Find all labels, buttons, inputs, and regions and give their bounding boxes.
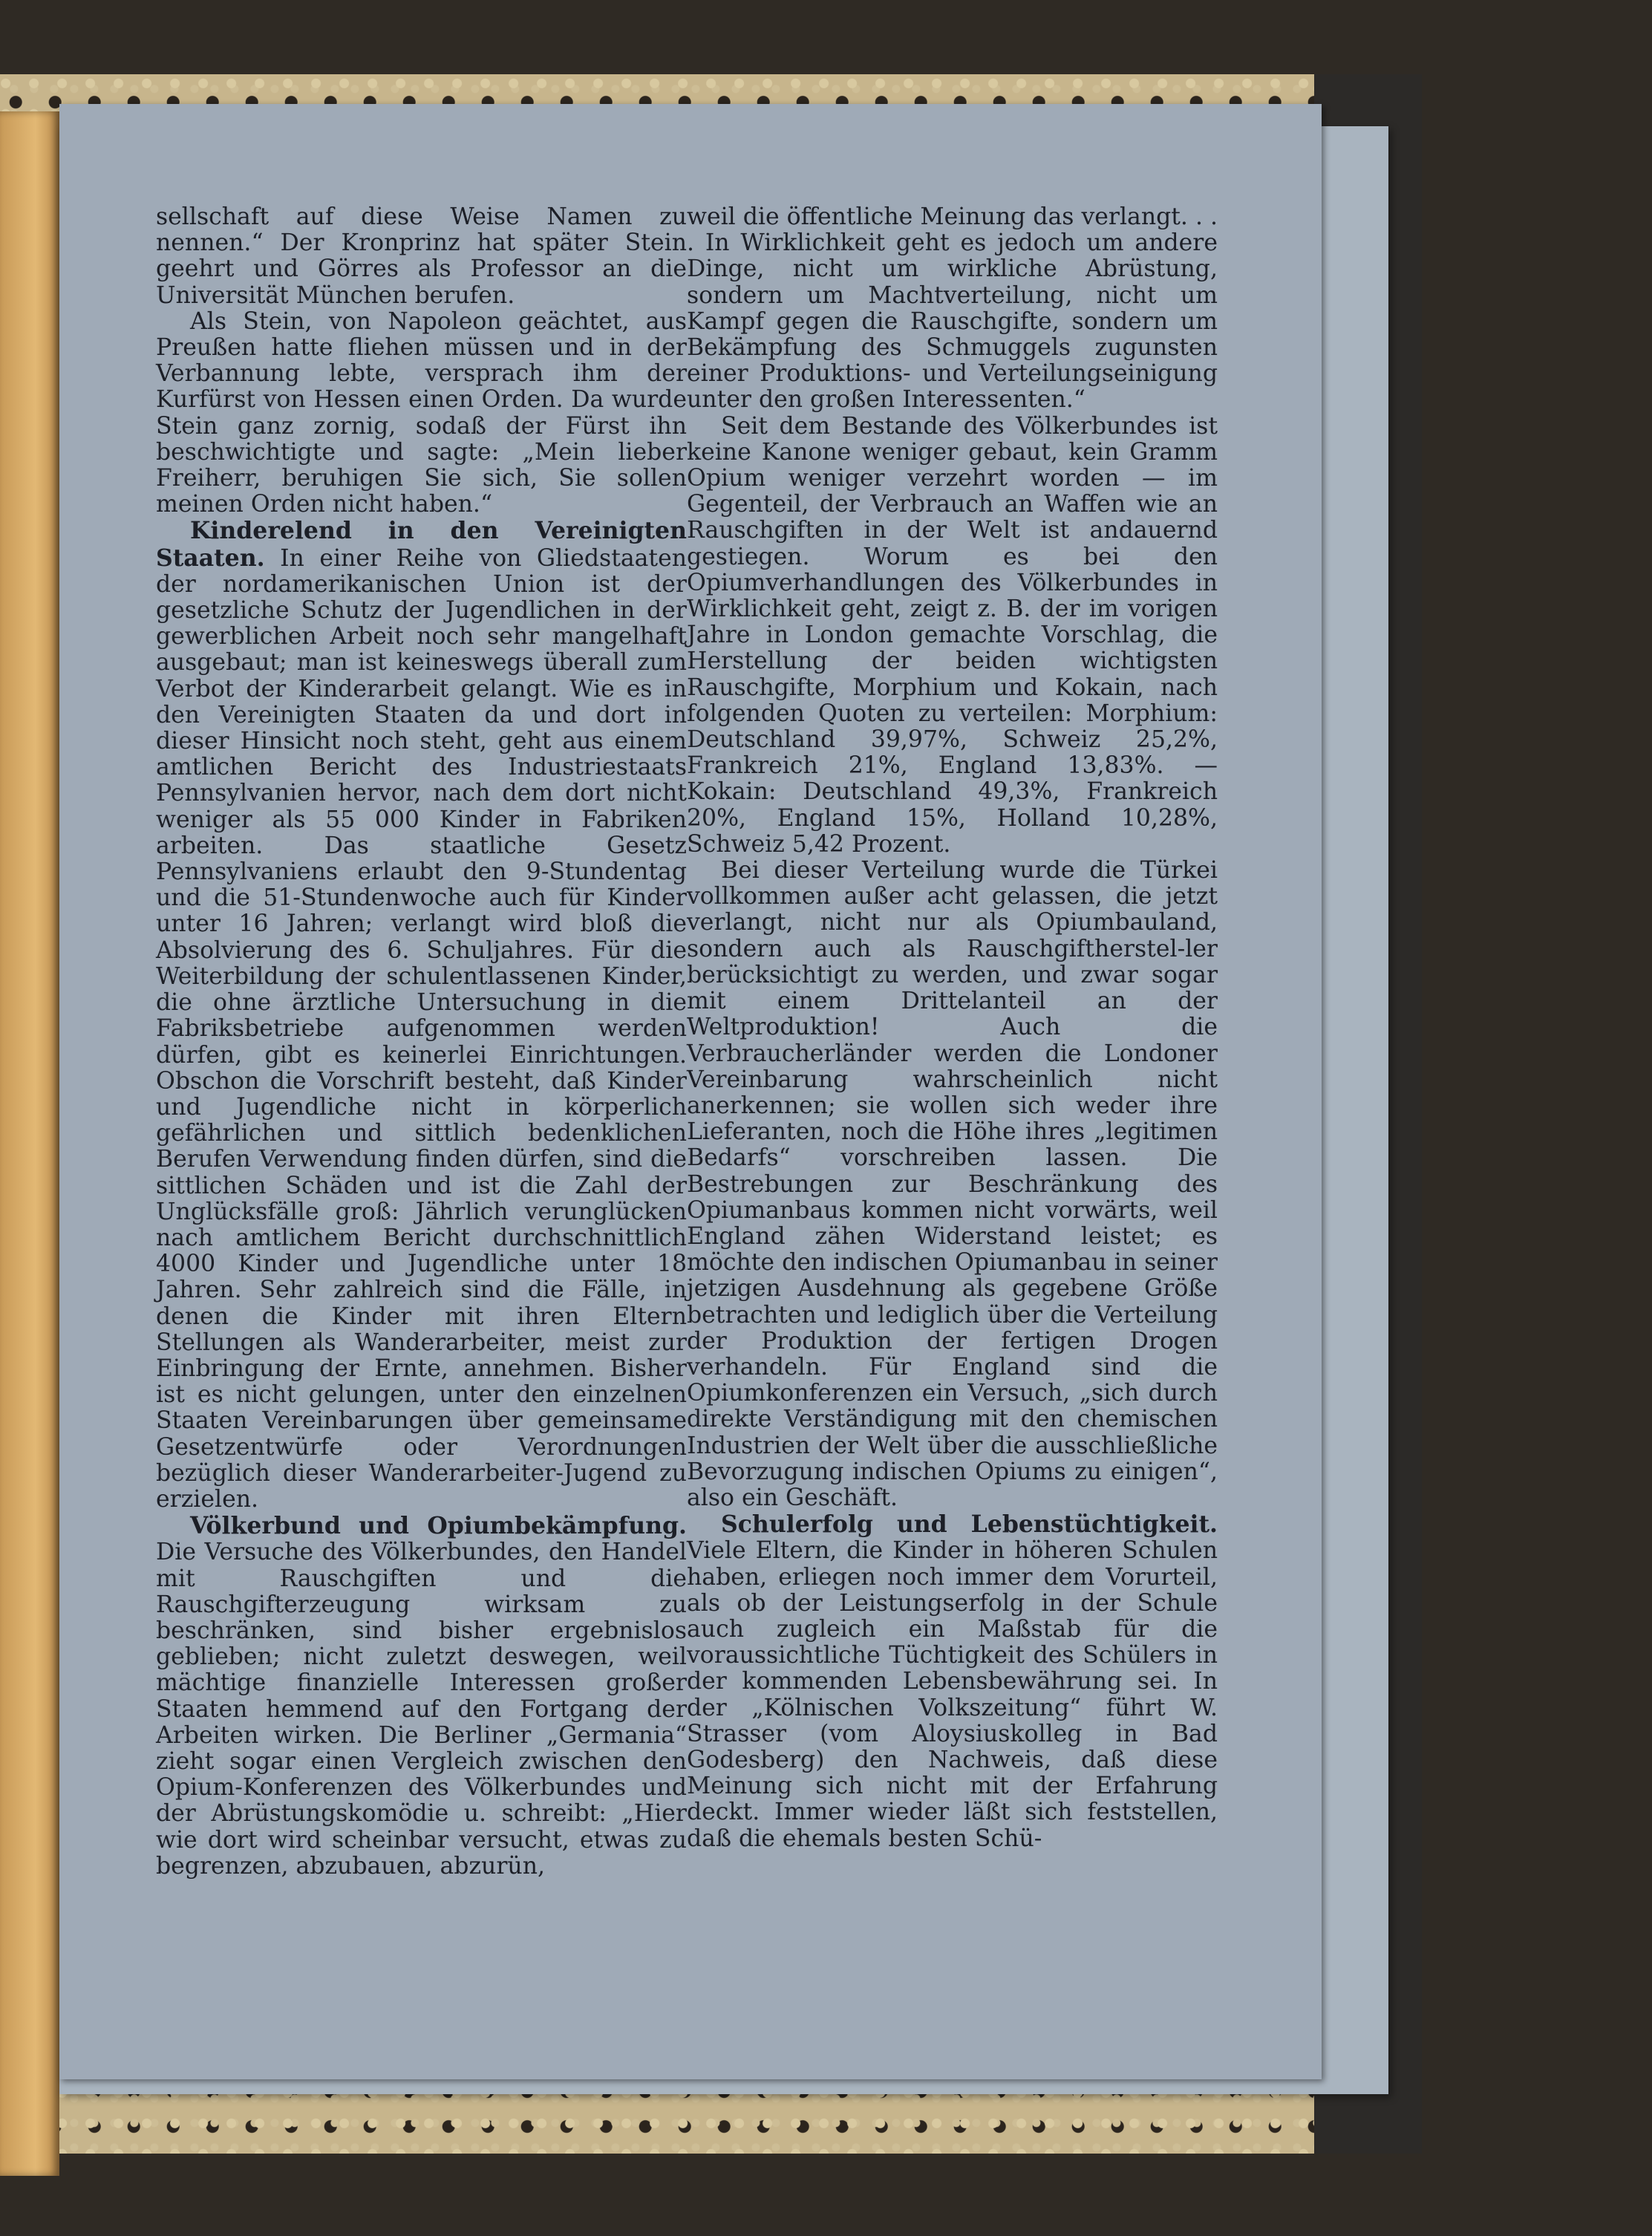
paragraph: weil die öffentliche Meinung das verlangt. . . . In Wirklichkeit geht es jedoch um andere Dinge, nicht um wirkliche Abrüstung, sondern um Machtverteilung, nicht um Kampf gegen die Rauschgifte, sondern um Bekämpfung des Schmuggels zugunsten einer Produktions- und Verteilungseinigung unter den großen Interessenten.“ [687,203,1218,414]
paragraph: sellschaft auf diese Weise Namen zu nennen.“ Der Kronprinz hat später Stein geehrt und Görres als Professor an die Universität München berufen. [156,203,687,309]
section-heading: Schulerfolg und Lebenstüchtigkeit. [721,1510,1218,1539]
section-body: Die Versuche des Völkerbundes, den Handel mit Rauschgiften und die Rauschgifterzeugung wirksam zu beschränken, sind bisher ergebnislos geblieben; nicht zuletzt deswegen, weil mächtige finanzielle Interessen großer Staaten hemmend auf den Fortgang der Arbeiten wirken. Die Berliner „Germania“ zieht sogar einen Vergleich zwischen den Opium-Konferenzen des Völkerbundes und der Abrüstungskomödie u. schreibt: „Hier wie dort wird scheinbar versucht, etwas zu begrenzen, abzubauen, abzurün, [156,1539,687,1880]
section-body: In einer Reihe von Gliedstaaten der nordamerikanischen Union ist der gesetzliche Schutz der Jugendlichen in der gewerblichen Arbeit noch sehr mangelhaft ausgebaut; man ist keineswegs überall zum Verbot der Kinderarbeit gelangt. Wie es in den Vereinigten Staaten da und dort in dieser Hinsicht noch steht, geht aus einem amtlichen Bericht des Industriestaats Pennsylvanien hervor, nach dem dort nicht weniger als 55 000 Kinder in Fabriken arbeiten. Das staatliche Gesetz Pennsylvaniens erlaubt den 9-Stundentag und die 51-Stundenwoche auch für Kinder unter 16 Jahren; verlangt wird bloß die Absolvierung des 6. Schuljahres. Für die Weiterbildung der schulentlassenen Kinder, die ohne ärztliche Untersuchung in die Fabriksbetriebe aufgenommen werden dürfen, gibt es keinerlei Einrichtungen. Obschon die Vorschrift besteht, daß Kinder und Jugendliche nicht in körperlich gefährlichen und sittlich bedenklichen Berufen Verwendung finden dürfen, sind die sittlichen Schäden und ist die Zahl der Unglücksfälle groß: Jährlich verunglücken nach amtlichem Bericht durchschnittlich 4000 Kinder und Jugendliche unter 18 Jahren. Sehr zahlreich sind die Fälle, in denen die Kinder mit ihren Eltern Stellungen als Wanderarbeiter, meist zur Einbringung der Ernte, annehmen. Bisher ist es nicht gelungen, unter den einzelnen Staaten Vereinbarungen über gemeinsame Gesetzentwürfe oder Verordnungen bezüglich dieser Wanderarbeiter-Jugend zu erzielen. [156,544,687,1513]
section-heading: Kinderelend in den Vereinigten Staaten. [156,517,687,572]
article-schulerfolg [687,1511,1218,1852]
section-body: Viele Eltern, die Kinder in höheren Schulen haben, erliegen noch immer dem Vorurteil, als ob der Leistungserfolg in der Schule auch zugleich ein Maßstab für die voraussichtliche Tüchtigkeit des Schülers in der kommenden Lebensbewährung sei. In der „Kölnischen Volkszeitung“ führt W. Strasser (vom Aloysiuskolleg in Bad Godesberg) den Nachweis, daß diese Meinung sich nicht mit der Erfahrung deckt. Immer wieder läßt sich feststellen, daß die ehemals besten Schü- [687,1537,1218,1852]
paragraph: Seit dem Bestande des Völkerbundes ist keine Kanone weniger gebaut, kein Gramm Opium weniger verzehrt worden — im Gegenteil, der Verbrauch an Waffen wie an Rauschgiften in der Welt ist andauernd gestiegen. Worum es bei den Opiumverhandlungen des Völkerbundes in Wirklichkeit geht, zeigt z. B. der im vorigen Jahre in London gemachte Vorschlag, die Herstellung der beiden wichtigsten Rauschgifte, Morphium und Kokain, nach folgenden Quoten zu verteilen: Morphium: Deutschland 39,97%, Schweiz 25,2%, Frankreich 21%, England 13,83%. — Kokain: Deutschland 49,3%, Frankreich 20%, England 15%, Holland 10,28%, Schweiz 5,42 Prozent. [687,412,1218,858]
paragraph: Bei dieser Verteilung wurde die Türkei vollkommen außer acht gelassen, die jetzt verlangt, nicht nur als Opiumbauland, sondern auch als Rauschgiftherstel-ler berücksichtigt zu werden, und zwar sogar mit einem Drittelanteil an der Weltproduktion! Auch die Verbraucherländer werden die Londoner Vereinbarung wahrscheinlich nicht anerkennen; sie wollen sich weder ihre Lieferanten, noch die Höhe ihres „legitimen Bedarfs“ vorschreiben lassen. Die Bestrebungen zur Beschränkung des Opiumanbaus kommen nicht vorwärts, weil England zähen Widerstand leistet; es möchte den indischen Opiumanbau in seiner jetzigen Ausdehnung als gegebene Größe betrachten und lediglich über die Verteilung der Produktion der fertigen Drogen verhandeln. Für England sind die Opiumkonferenzen ein Versuch, „sich durch direkte Verständigung mit den chemischen Industrien der Welt über die ausschließliche Bevorzugung indischen Opiums zu einigen“, also ein Geschäft. [687,857,1218,1511]
article-voelkerbund [156,1513,687,1880]
document-page [59,104,1322,2079]
paragraph: Als Stein, von Napoleon geächtet, aus Preußen hatte fliehen müssen und in der Verbannung lebte, versprach ihm der Kurfürst von Hessen einen Orden. Da wurde Stein ganz zornig, sodaß der Fürst ihn beschwichtigte und sagte: „Mein lieber Freiherr, beruhigen Sie sich, Sie sollen meinen Orden nicht haben.“ [156,307,687,518]
left-text-column [156,204,687,1880]
article-kinderelend [156,518,687,1513]
right-text-column [687,204,1218,1852]
facing-page-edge [0,111,59,2176]
section-heading: Völkerbund und Opiumbekämpfung. [190,1512,687,1540]
